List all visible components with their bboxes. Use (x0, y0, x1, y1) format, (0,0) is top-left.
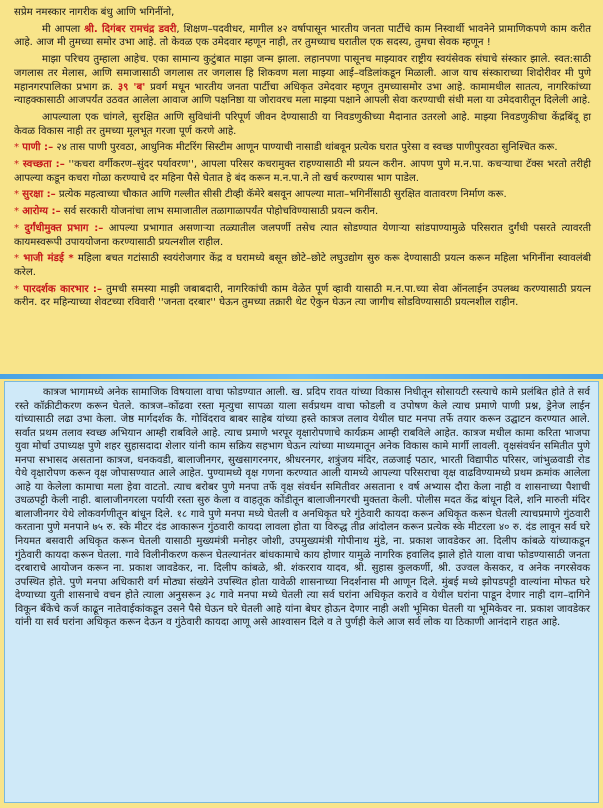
star-icon: * (14, 142, 23, 154)
work-history-panel (4, 381, 599, 803)
ward-number: ३९ 'ब' (117, 81, 146, 93)
work-history-paragraph: कात्रज भागामध्ये अनेक सामाजिक विषयाला वाचा फोडण्यात आली. ख. प्रदिप रावत यांच्या विकास निधीतून सोसायटी रस्त्याचे कामे प्रलंबित होते ते सर्व रस्ते कॉक्रीटीकरण करून घेतले. कात्रज–कोंढवा रस्ता मृत्युचा सापळा याला सर्वप्रथम वाचा फोडली व उपोषण केले त्याच प्रमाणे पाणी प्रश्न, ड्रेनेज लाईन यांच्यासाठी लढा उभा केला. जेष्ठ मार्गदर्शक कै. गोविंदराव बाबर साहेब यांच्या हस्ते कात्रज तलाव येथील घाट मनपा तर्फे तयार करून उद्घाटन करण्यात आले. सर्वात प्रथम तलाव स्वच्छ अभियान आम्ही राबविले आहे. त्याच प्रमाणे भरपूर वृक्षारोपणाचे कार्यक्रम आम्ही राबविले आहेत. कात्रज मधील कामा करिता भाजपा युवा मोर्चा उपाध्यक्ष पुणे शहर सुहासदादा शेलार यांनी काम सक्रिय सहभाग घेऊन त्यांच्या माध्यमातून अनेक विकास कामे मार्गी लावली. वृक्षसंवर्धन समितीत पुणे मनपा सभासद असताना कात्रज, धनकवडी, बालाजीनगर, सुखसागरनगर, श्रीधरनगर, शत्रुंजय मंदिर, तळजाई पठार, भारती विद्यापीठ परिसर, जांभुळवाडी रोड येथे वृक्षारोपण करून वृक्ष जोपासण्यात आले आहेत. पुण्यामध्ये वृक्ष गणना करण्यात आली यामध्ये आपल्या परिसराचा वृक्ष वाढविण्यामध्ये प्रथम क्रमांक आलेला आहे या केलेला कामाचा मला हेवा वाटतो. त्याच बरोबर पुणे मनपा तर्फे वृक्ष संवर्धन समितीवर असताना १ वर्ष अभ्यास दौरा केला नाही व शासनाच्या पैशाची उधळपट्टी केली नाही. बालाजीनगरला पर्यायी रस्ता सुरु केला व वाहतूक कोंडीतून बालाजीनगरची मुक्तता केली. पोलीस मदत केंद्र बांधून दिले, शनि मारुती मंदिर बालाजीनगर येथे लोकवर्गणीतून बांधून दिले. १८ गावे पुणे मनपा मध्ये घेतली व अनधिकृत घरे गुंठेवारी कायदा करून अधिकृत करून घेतली त्याचप्रमाणे गुंठवारी करताना पुणे मनपाने ७५ रु. स्के मीटर दंड आकारून गुंठवारी कायदा लावला होता या विरुद्ध तीव्र आंदोलन करून प्रत्येक स्के मीटरला ४० रु. दंड लावून सर्व घरे नियमत बसवारी अधिकृत करून घेतली यासाठी मुख्यमंत्री मनोहर जोशी, उपमुख्यमंत्री गोपीनाथ मुंडे, ना. प्रकाश जावडेकर आ. दिलीप कांबळे यांच्याकडून गुंठेवारी कायदा करून घेतला. गावे विलीनीकरण करून घेतल्यानंतर बांधकामाचे काय होणार यामुळे नागरिक हवालिद झाले होते याला वाचा फोडण्यासाठी जनता दरबाराचे आयोजन करून ना. प्रकाश जावडेकर, ना. दिलीप कांबळे, श्री. शंकरराव यादव, श्री. सुहास कुलकर्णी, श्री. उज्वल केसकर, व अनेक नगरसेवक उपस्थित होते. पुणे मनपा अधिकारी वर्ग मोठ्या संख्येने उपस्थित होता यावेळी शासनाच्या निदर्शनास मी आणून दिले. मुंबई मध्ये झोपडपट्टी वाल्यांना मोफत घरे देण्याच्या युती शासनाचे वचन होते त्याला अनुसरून ३८ गावे मनपा मध्ये घेतली त्या सर्व घरांना अधिकृत करावे व येथील घरांना पाडून देणार नाही दाग–दागिने विकून बँकेचे कर्ज काढून नातेवाईकांकडून उसने पैसे घेऊन घरे घेतली आहे यांना बेघर होऊन देणार नाही अशी भूमिका घेतली या भूमिकेवर ना. प्रकाश जावडेकर यांनी या सर्व घरांना अधिकृत करून देऊन व गुंठेवारी कायदा आणू असे आश्वासन दिले व ते पुर्णही केले आज सर्व लोक या ठिकाणी आनंदाने राहत आहे. (15, 387, 590, 629)
bullet-health: * आरोग्य :– सर्व सरकारी योजनांचा लाभ समाजातील तळागाळापर्यंत पोहोचविण्यासाठी प्रयत्न करीन. (14, 206, 379, 218)
bullet-water: * पाणी :– २४ तास पाणी पुरवठा, आधुनिक मीटरिंग सिस्टीम आणून पाण्याची नासाडी थांबवून प्रत्येक घरात पुरेसा व स्वच्छ पाणीपुरवठा सुनिश्चित करू. (14, 142, 558, 154)
bullet-odor-free: * दुर्गंधीमुक्त प्रभाग :– आपल्या प्रभागात असणाऱ्या तळ्यातील जलपर्णी तसेच त्यात सोडण्यात येणाऱ्या सांडपाण्यामुळे परिसरात दुर्गंधी पसरते त्यावरती कायमस्वरूपी उपाययोजना करण्यासाठी प्रयत्नशील राहील. (14, 222, 591, 248)
bullet-transparency: * पारदर्शक कारभार :– तुमची समस्या माझी जबाबदारी, नागरिकांची काम वेळेत पूर्ण व्हावी यासाठी म.न.पा.च्या सेवा ऑनलाईन उपलब्ध करण्यासाठी प्रयत्न करीन. दर महिन्याच्या शेवटच्या रविवारी ''जनता दरबार'' घेऊन तुमच्या तक्रारी थेट ऐकुन घेऊन त्या जागीच सोडविण्यासाठी प्रयत्नशील राहीन. (14, 283, 591, 309)
star-icon: * (14, 159, 23, 171)
section-divider (0, 374, 603, 379)
star-icon: * (14, 222, 25, 234)
star-icon: * (14, 253, 24, 265)
goal-paragraph: आपल्याला एक चांगले, सुरक्षित आणि सुविधांनी परिपूर्ण जीवन देण्यासाठी या निवडणुकीच्या मैदानात उतरलो आहे. माझ्या निवडणुकीचा केंद्रबिंदू हा केवळ विकास नाही तर तुमच्या मूलभूत गरजा पूर्ण करणे आहे. (14, 111, 591, 137)
star-icon: * (14, 283, 24, 295)
star-icon: * (14, 189, 23, 201)
star-icon: * (14, 206, 23, 218)
bullet-security: * सुरक्षा :– प्रत्येक महत्वाच्या चौकात आणि गल्लीत सीसी टीव्ही कॅमेरे बसवून आपल्या माता–भगिनींसाठी सुरक्षित वातावरण निर्माण करू. (14, 189, 507, 201)
bullet-vegetable-market: * भाजी मंडई * महिला बचत गटांसाठी स्वयंरोजगार केंद्र व घरामध्ये बसून छोटे–छोटे लघुउद्योग सुरु करू देण्यासाठी प्रयत्न करून महिला भगिनींना स्वावलंबी करेल. (14, 253, 592, 278)
background-paragraph: माझा परिचय तुम्हाला आहेच. एका सामान्य कुटुंबात माझा जन्म झाला. लहानपणा पासूनच माझ्यावर राष्ट्रीय स्वयंसेवक संघाचे संस्कार झाले. स्वत:साठी जगलास तर मेलास, आणि समाजासाठी जगलास तर जगलास हि शिकवण मला माझ्या आई–वडिलांकडून मिळाली. आज याच संस्काराच्या शिदोरीवर मी पुणे महानगरपालिका प्रभाग क्र. ३९ 'ब' प्रवर्ग मधून भारतीय जनता पार्टीचा अधिकृत उमेदवार म्हणून तुमच्यासमोर उभा आहे. कामामधील सातत्य, नागरिकांच्या न्याहक्कासाठी आजपर्यंत उठवत आलेला आवाज आणि पक्षनिष्ठा या जोरावरच मला माझ्या पक्षाने आपली सेवा करण्याची संधी मला या उमेदवारीतून दिलेली आहे. (14, 54, 591, 107)
bullet-cleanliness: * स्वच्छता :– ''कचरा वर्गीकरण–सुंदर पर्यावरण'', आपला परिसर कचरामुक्त राहण्यासाठी मी प्रयत्न करीन. आपण पुणे म.न.पा. कचऱ्याचा टॅक्स भरतो तरीही आपल्या कडून कचरा गोळा करण्याचे दर महिना पैसे घेतात हे बंद करून म.न.पा.ने तो खर्च करण्यास भाग पाडेल. (14, 159, 591, 184)
candidate-name: श्री. दिगंबर रामचंद्र डवरी (84, 23, 177, 35)
manifesto-panel (6, 4, 597, 372)
intro-paragraph: मी आपला श्री. दिगंबर रामचंद्र डवरी, शिक्षण–पदवीधर, मागील ४२ वर्षापासून भारतीय जनता पार्टीचे काम निस्वार्थी भावनेने प्रामाणिकपणे काम करीत आहे. आज मी तुमच्या समोर उभा आहे. तो केवळ एक उमेदवार म्हणून नाही, तर तुमच्याच घरातील एक सदस्य, तुमचा सेवक म्हणून ! (14, 23, 591, 49)
greeting: सप्रेम नमस्कार नागरीक बंधु आणि भगिनींनो, (14, 7, 175, 18)
